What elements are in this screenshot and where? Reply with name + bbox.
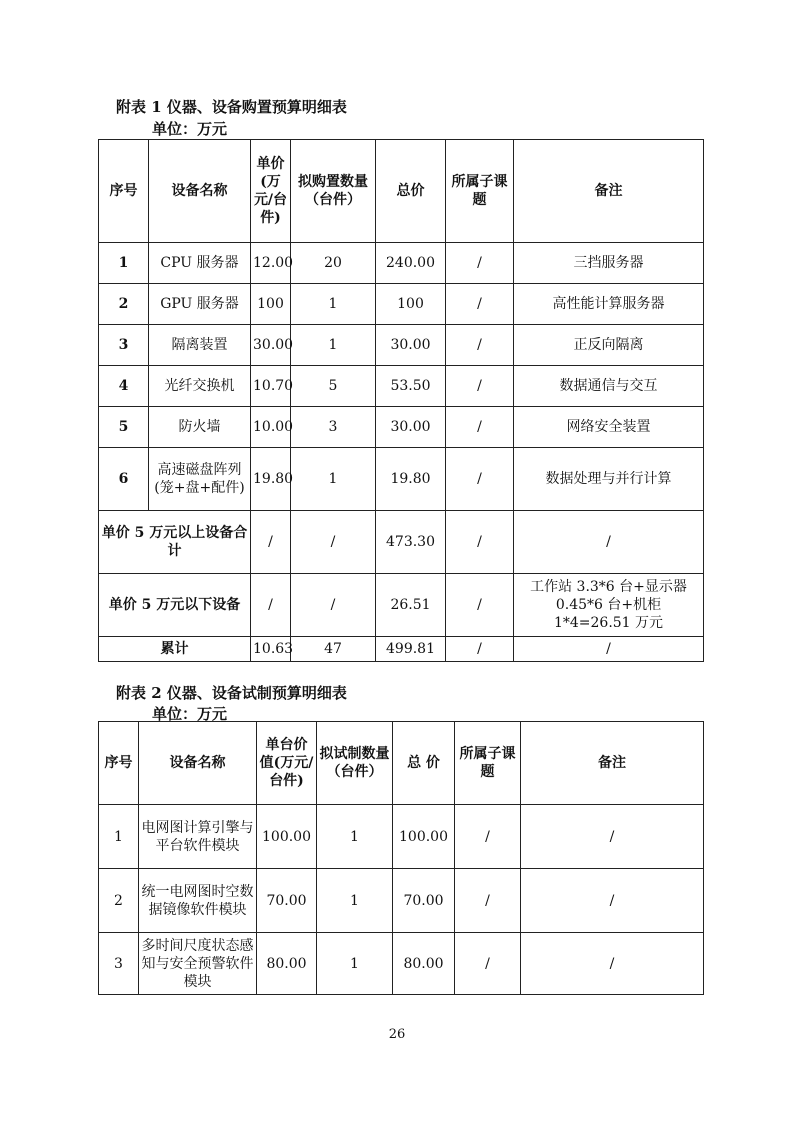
cell-unit-price: / [251,511,291,574]
cell-seq: 1 [99,805,139,869]
header-total: 总价 [376,140,446,243]
cell-unit-price: 10.00 [251,407,291,448]
page-number: 26 [388,1027,406,1042]
header-seq: 序号 [99,140,149,243]
cell-qty: 5 [291,366,376,407]
header-subtopic: 所属子课题 [455,722,521,805]
cell-subtopic: / [446,366,514,407]
cell-note: / [521,805,704,869]
cell-note: / [514,511,704,574]
cell-unit-price: 100.00 [257,805,317,869]
cell-subtopic: / [446,574,514,637]
cell-qty: 1 [317,805,393,869]
header-seq: 序号 [99,722,139,805]
cell-qty: 3 [291,407,376,448]
cell-total: 473.30 [376,511,446,574]
cell-name: 隔离装置 [149,325,251,366]
cell-unit-price: 19.80 [251,448,291,511]
cell-qty: 1 [291,284,376,325]
cell-name: 多时间尺度状态感知与安全预警软件模块 [139,933,257,995]
cell-unit-price: 100 [251,284,291,325]
cell-unit-price: 70.00 [257,869,317,933]
cell-total: 80.00 [393,933,455,995]
cell-subtopic: / [446,448,514,511]
cell-unit-price: / [251,574,291,637]
cell-qty: 1 [291,325,376,366]
cell-note: / [521,933,704,995]
table-row [99,243,704,284]
table2-unit: 单位：万元 [152,705,228,723]
cell-note: 数据处理与并行计算 [514,448,704,511]
below-5-label: 单价 5 万元以下设备 [99,574,251,637]
cell-note: 数据通信与交互 [514,366,704,407]
table-row [99,805,704,869]
cell-total: 499.81 [376,637,446,662]
cell-note: 高性能计算服务器 [514,284,704,325]
cell-name: 光纤交换机 [149,366,251,407]
header-name: 设备名称 [149,140,251,243]
cell-seq: 3 [99,325,149,366]
cell-subtopic: / [455,805,521,869]
below-5-row [99,574,704,637]
header-note: 备注 [514,140,704,243]
cell-qty: 1 [317,869,393,933]
cell-unit-price: 10.70 [251,366,291,407]
cell-total: 19.80 [376,448,446,511]
cell-subtopic: / [446,407,514,448]
cell-subtopic: / [446,284,514,325]
cell-qty: 1 [291,448,376,511]
header-name: 设备名称 [139,722,257,805]
cell-qty: 47 [291,637,376,662]
table-row [99,448,704,511]
cell-unit-price: 80.00 [257,933,317,995]
header-subtopic: 所属子课题 [446,140,514,243]
cell-total: 30.00 [376,407,446,448]
table-row [99,284,704,325]
cell-subtopic: / [446,243,514,284]
cell-seq: 3 [99,933,139,995]
table-row [99,869,704,933]
cell-qty: 1 [317,933,393,995]
table-row [99,366,704,407]
cell-total: 100 [376,284,446,325]
table2-title: 附表 2 仪器、设备试制预算明细表 [116,684,347,702]
header-note: 备注 [521,722,704,805]
cell-note: 工作站 3.3*6 台+显示器 0.45*6 台+机柜 1*4=26.51 万元 [514,574,704,637]
cell-name: CPU 服务器 [149,243,251,284]
header-unit-price: 单台价值(万元/台件) [257,722,317,805]
cell-total: 240.00 [376,243,446,284]
cell-note: 网络安全装置 [514,407,704,448]
cell-unit-price: 12.00 [251,243,291,284]
table-header-row [99,140,704,243]
cumulative-row [99,637,704,662]
table-header-row [99,722,704,805]
cell-subtopic: / [446,637,514,662]
cell-total: 30.00 [376,325,446,366]
cell-seq: 4 [99,366,149,407]
table-row [99,325,704,366]
cell-unit-price: 30.00 [251,325,291,366]
cell-total: 100.00 [393,805,455,869]
cell-unit-price: 10.63 [251,637,291,662]
cell-seq: 1 [99,243,149,284]
cell-note: 正反向隔离 [514,325,704,366]
header-qty: 拟购置数量（台件） [291,140,376,243]
cell-seq: 6 [99,448,149,511]
equipment-purchase-table [98,139,704,662]
cell-name: GPU 服务器 [149,284,251,325]
header-qty: 拟试制数量（台件） [317,722,393,805]
table-row [99,933,704,995]
cell-subtopic: / [446,325,514,366]
cell-seq: 2 [99,869,139,933]
cell-total: 70.00 [393,869,455,933]
cell-seq: 5 [99,407,149,448]
cell-qty: / [291,511,376,574]
equipment-trial-table [98,721,704,995]
cell-name: 统一电网图时空数据镜像软件模块 [139,869,257,933]
header-total: 总 价 [393,722,455,805]
table-row [99,407,704,448]
header-unit-price: 单价(万元/台件) [251,140,291,243]
cell-name: 电网图计算引擎与平台软件模块 [139,805,257,869]
above-5-subtotal-row [99,511,704,574]
cell-qty: 20 [291,243,376,284]
cell-total: 26.51 [376,574,446,637]
cell-seq: 2 [99,284,149,325]
cell-name: 高速磁盘阵列(笼+盘+配件) [149,448,251,511]
cell-qty: / [291,574,376,637]
cell-note: / [521,869,704,933]
cell-name: 防火墙 [149,407,251,448]
cell-note: / [514,637,704,662]
above-5-label: 单价 5 万元以上设备合计 [99,511,251,574]
cell-subtopic: / [446,511,514,574]
table1-title: 附表 1 仪器、设备购置预算明细表 [116,98,347,116]
cell-note: 三挡服务器 [514,243,704,284]
cell-total: 53.50 [376,366,446,407]
cell-subtopic: / [455,869,521,933]
cell-subtopic: / [455,933,521,995]
cumulative-label: 累计 [99,637,251,662]
table1-unit: 单位：万元 [152,120,228,138]
